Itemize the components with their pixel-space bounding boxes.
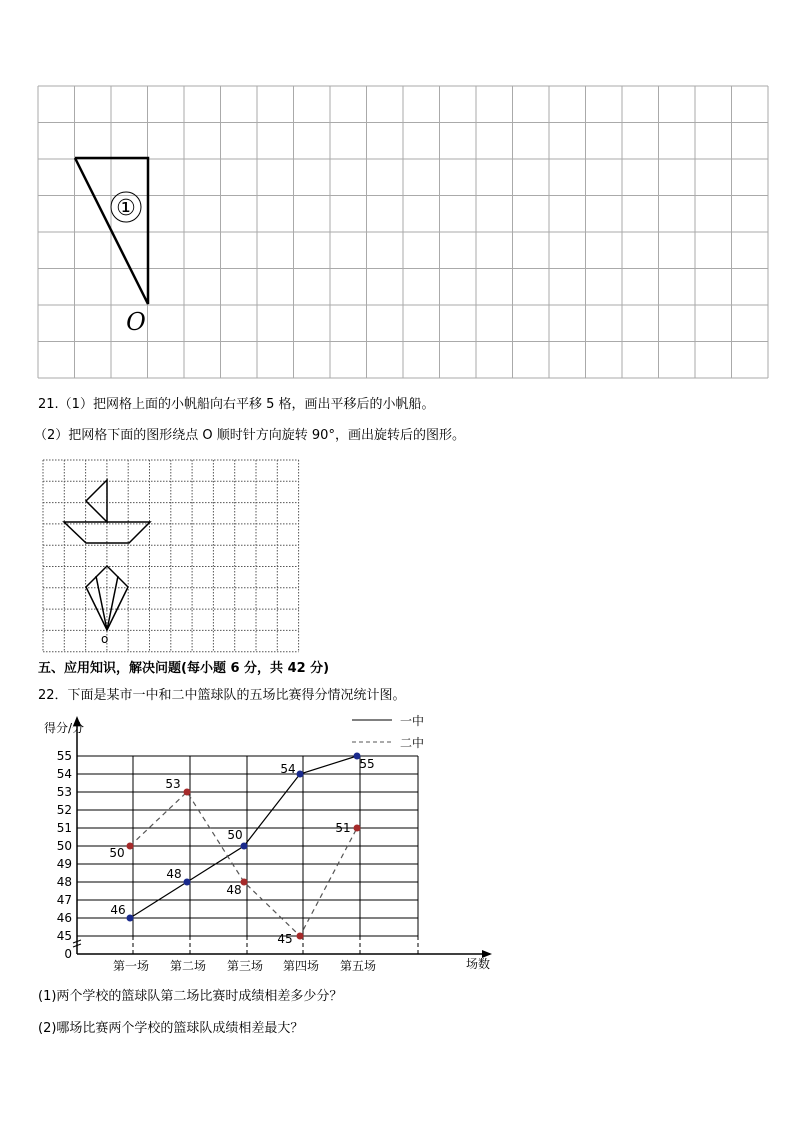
point-o-label: O	[126, 308, 146, 336]
legend-label: 二中	[400, 736, 425, 750]
data-point	[297, 771, 304, 778]
y-tick-label: 46	[56, 911, 72, 925]
data-point	[241, 843, 248, 850]
chart-grid	[77, 756, 418, 954]
rotation-point-label: o	[101, 632, 109, 646]
x-tick-label: 第三场	[226, 959, 264, 973]
sailboat-shape	[64, 480, 150, 543]
y-tick-label: 51	[56, 821, 72, 835]
y-tick-label: 45	[56, 929, 72, 943]
triangle-number-label: ①	[116, 196, 136, 221]
y-tick-label: 0	[64, 947, 72, 961]
x-tick-label: 第二场	[169, 959, 207, 973]
q21-part1-text: 21.（1）把网格上面的小帆船向右平移 5 格，画出平移后的小帆船。	[38, 397, 435, 412]
data-label: 53	[165, 777, 181, 791]
data-point	[127, 915, 134, 922]
data-label: 50	[227, 828, 243, 842]
y-tick-label: 47	[56, 893, 72, 907]
section-heading: 五、应用知识，解决问题(每小题 6 分，共 42 分)	[38, 661, 330, 676]
x-tick-label: 第一场	[112, 959, 150, 973]
data-label: 51	[335, 821, 351, 835]
data-label: 54	[280, 762, 296, 776]
y-tick-label: 48	[56, 875, 72, 889]
legend-label: 一中	[400, 714, 425, 728]
sailboat-grid-figure	[0, 455, 320, 660]
data-label: 48	[226, 883, 242, 897]
data-label: 55	[359, 757, 375, 771]
dotted-grid	[43, 460, 299, 652]
data-label: 45	[277, 932, 293, 946]
data-point	[297, 933, 304, 940]
y-tick-label: 49	[56, 857, 72, 871]
x-tick-label: 第四场	[282, 959, 320, 973]
x-axis-label: 场数	[465, 957, 491, 971]
y-tick-label: 55	[56, 749, 72, 763]
q22-intro-text: 22．下面是某市一中和二中篮球队的五场比赛得分情况统计图。	[38, 688, 406, 703]
rotation-grid-figure	[0, 0, 794, 390]
q22-sub1-text: (1)两个学校的篮球队第二场比赛时成绩相差多少分？	[38, 989, 343, 1004]
x-tick-label: 第五场	[339, 959, 377, 973]
data-point	[184, 789, 191, 796]
q21-part2-text: （2）把网格下面的图形绕点 O 顺时针方向旋转 90°，画出旋转后的图形。	[34, 428, 465, 443]
y-axis-label: 得分/分	[44, 721, 85, 735]
data-point	[127, 843, 134, 850]
data-label: 50	[109, 846, 125, 860]
score-line-chart	[0, 710, 520, 980]
y-tick-label: 52	[56, 803, 72, 817]
y-tick-label: 54	[56, 767, 72, 781]
y-tick-label: 50	[56, 839, 72, 853]
data-point	[184, 879, 191, 886]
q22-sub2-text: (2)哪场比赛两个学校的篮球队成绩相差最大？	[38, 1021, 304, 1036]
data-label: 48	[166, 867, 182, 881]
data-point	[354, 825, 361, 832]
data-label: 46	[110, 903, 126, 917]
y-tick-label: 53	[56, 785, 72, 799]
